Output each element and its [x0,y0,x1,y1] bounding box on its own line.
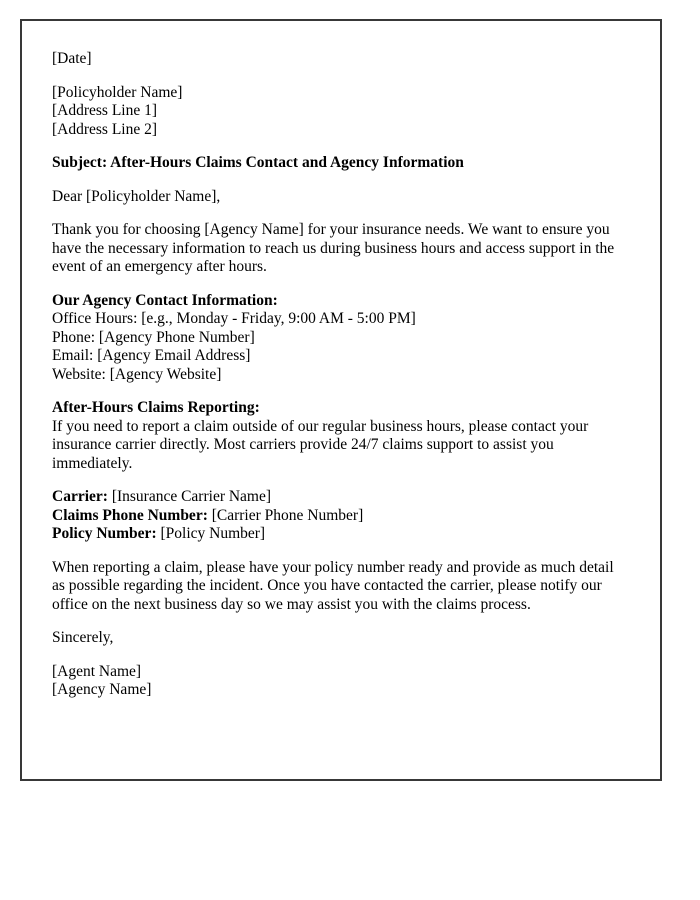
recipient-address-line-1: [Address Line 1] [52,102,158,119]
signature-agent-name: [Agent Name] [52,662,142,680]
carrier-label: Carrier: [52,488,108,505]
carrier-value: [Insurance Carrier Name] [111,488,272,505]
carrier-details-block [52,488,630,544]
claims-phone-row [52,507,630,526]
after-hours-heading: After-Hours Claims Reporting: [52,399,260,416]
salutation: Dear [Policyholder Name], [52,187,221,205]
recipient-address-line-2: [Address Line 2] [52,120,158,138]
claims-phone-label: Claims Phone Number: [52,506,208,524]
policy-number-label: Policy Number: [52,525,157,542]
agency-website: Website: [Agency Website] [52,365,222,383]
agency-contact-section [52,292,630,385]
agency-office-hours: Office Hours: [e.g., Monday - Friday, 9:00 AM - 5:00 PM] [52,310,416,327]
date-line: [Date] [52,50,92,67]
letter-document [20,19,662,781]
subject-line: Subject: After-Hours Claims Contact and Agency Information [52,154,464,171]
agency-phone: Phone: [Agency Phone Number] [52,328,255,346]
recipient-address-block [52,84,630,140]
recipient-name: [Policyholder Name] [52,83,183,101]
signature-block [52,663,630,700]
claims-phone-value: [Carrier Phone Number] [211,506,364,524]
agency-email: Email: [Agency Email Address] [52,347,251,364]
carrier-row [52,488,630,507]
after-hours-section [52,399,630,473]
agency-contact-heading: Our Agency Contact Information: [52,291,278,309]
intro-paragraph: Thank you for choosing [Agency Name] for your insurance needs. We want to ensure you have the necessary information to reach us during business hours and access support in the event of an emergency after hours. [52,221,615,275]
closing-paragraph: When reporting a claim, please have your policy number ready and provide as much detail as possible regarding the incident. Once you have contacted the carrier, please notify our office on the next business day so we may assist you with the claims process. [52,558,614,613]
sign-off: Sincerely, [52,629,114,646]
policy-number-value: [Policy Number] [160,525,266,542]
after-hours-paragraph: If you need to report a claim outside of our regular business hours, please contact your insurance carrier directly. Most carriers provide 24/7 claims support to assist you immediately. [52,417,589,472]
policy-number-row [52,525,630,544]
signature-agency-name: [Agency Name] [52,681,152,698]
